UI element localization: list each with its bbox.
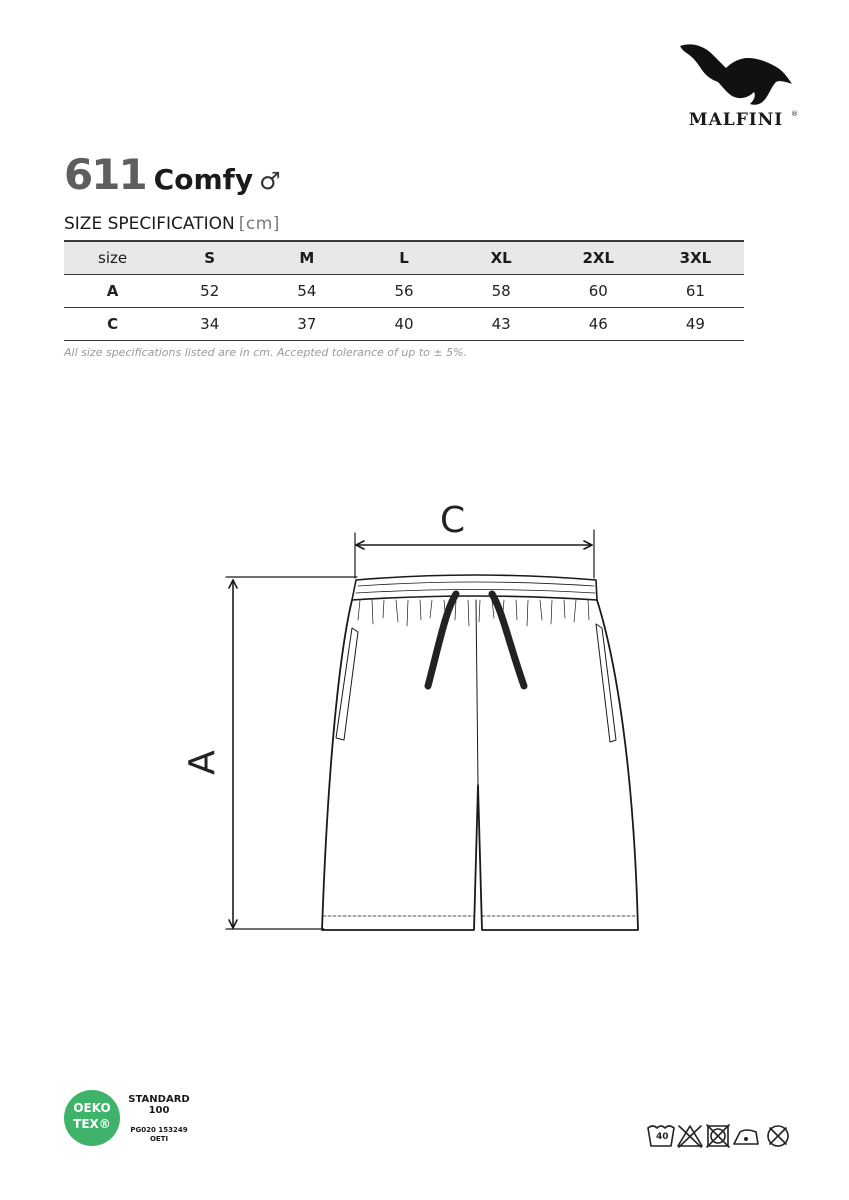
- registered-mark: ®: [791, 110, 798, 118]
- table-cell: 54: [258, 275, 355, 308]
- eagle-icon: [678, 40, 794, 108]
- product-code: 611: [64, 150, 146, 199]
- spec-heading-text: SIZE SPECIFICATION: [64, 214, 235, 234]
- oeko-standard-label: STANDARD: [128, 1094, 190, 1105]
- row-label: C: [64, 308, 161, 341]
- table-cell: 49: [647, 308, 744, 341]
- table-cell: 58: [453, 275, 550, 308]
- column-header: 2XL: [550, 241, 647, 275]
- column-header: XL: [453, 241, 550, 275]
- table-header-row: [64, 241, 744, 275]
- shorts-diagram: [190, 500, 660, 940]
- column-header: M: [258, 241, 355, 275]
- column-header: L: [355, 241, 452, 275]
- oeko-institute: OETI: [149, 1135, 169, 1143]
- care-symbols: [646, 1122, 798, 1154]
- drawstring-right: [492, 594, 524, 686]
- oeko-certificate-number: PG020 153249: [130, 1126, 188, 1134]
- tolerance-note: All size specifications listed are in cm. Accepted tolerance of up to ± 5%.: [64, 346, 468, 359]
- no-dry-clean-icon: [768, 1126, 788, 1146]
- table-cell: 60: [550, 275, 647, 308]
- table-row: [64, 275, 744, 308]
- table-cell: 43: [453, 308, 550, 341]
- table-cell: 37: [258, 308, 355, 341]
- column-header: size: [64, 241, 161, 275]
- wash-temperature: 40: [656, 1132, 669, 1142]
- shorts-outline: [322, 600, 638, 930]
- drawstring-left: [428, 594, 456, 686]
- brand-logo: [672, 40, 800, 136]
- brand-name: MALFINI: [688, 110, 784, 130]
- spec-heading-unit: [cm]: [238, 214, 280, 234]
- table-row: [64, 308, 744, 341]
- waistband: [352, 575, 597, 600]
- row-label: A: [64, 275, 161, 308]
- spec-heading: [64, 214, 280, 234]
- oeko-tex-badge: [64, 1090, 120, 1146]
- iron-low-icon: [734, 1130, 758, 1144]
- size-table: [64, 240, 744, 341]
- oeko-tex-certificate: [124, 1094, 194, 1144]
- product-title: [64, 150, 281, 198]
- dimension-label-c: C: [440, 500, 466, 541]
- column-header: S: [161, 241, 258, 275]
- table-cell: 40: [355, 308, 452, 341]
- table-cell: 56: [355, 275, 452, 308]
- oeko-line1: OEKO: [73, 1101, 111, 1115]
- male-symbol-icon: ♂: [259, 167, 281, 195]
- column-header: 3XL: [647, 241, 744, 275]
- dimension-label-a: A: [181, 750, 223, 775]
- oeko-standard-number: 100: [148, 1105, 170, 1116]
- no-bleach-icon: [678, 1126, 702, 1147]
- table-cell: 52: [161, 275, 258, 308]
- product-name: Comfy: [153, 163, 254, 196]
- no-tumble-dry-icon: [707, 1125, 729, 1147]
- table-cell: 46: [550, 308, 647, 341]
- oeko-line2: TEX®: [73, 1117, 111, 1131]
- table-cell: 34: [161, 308, 258, 341]
- table-cell: 61: [647, 275, 744, 308]
